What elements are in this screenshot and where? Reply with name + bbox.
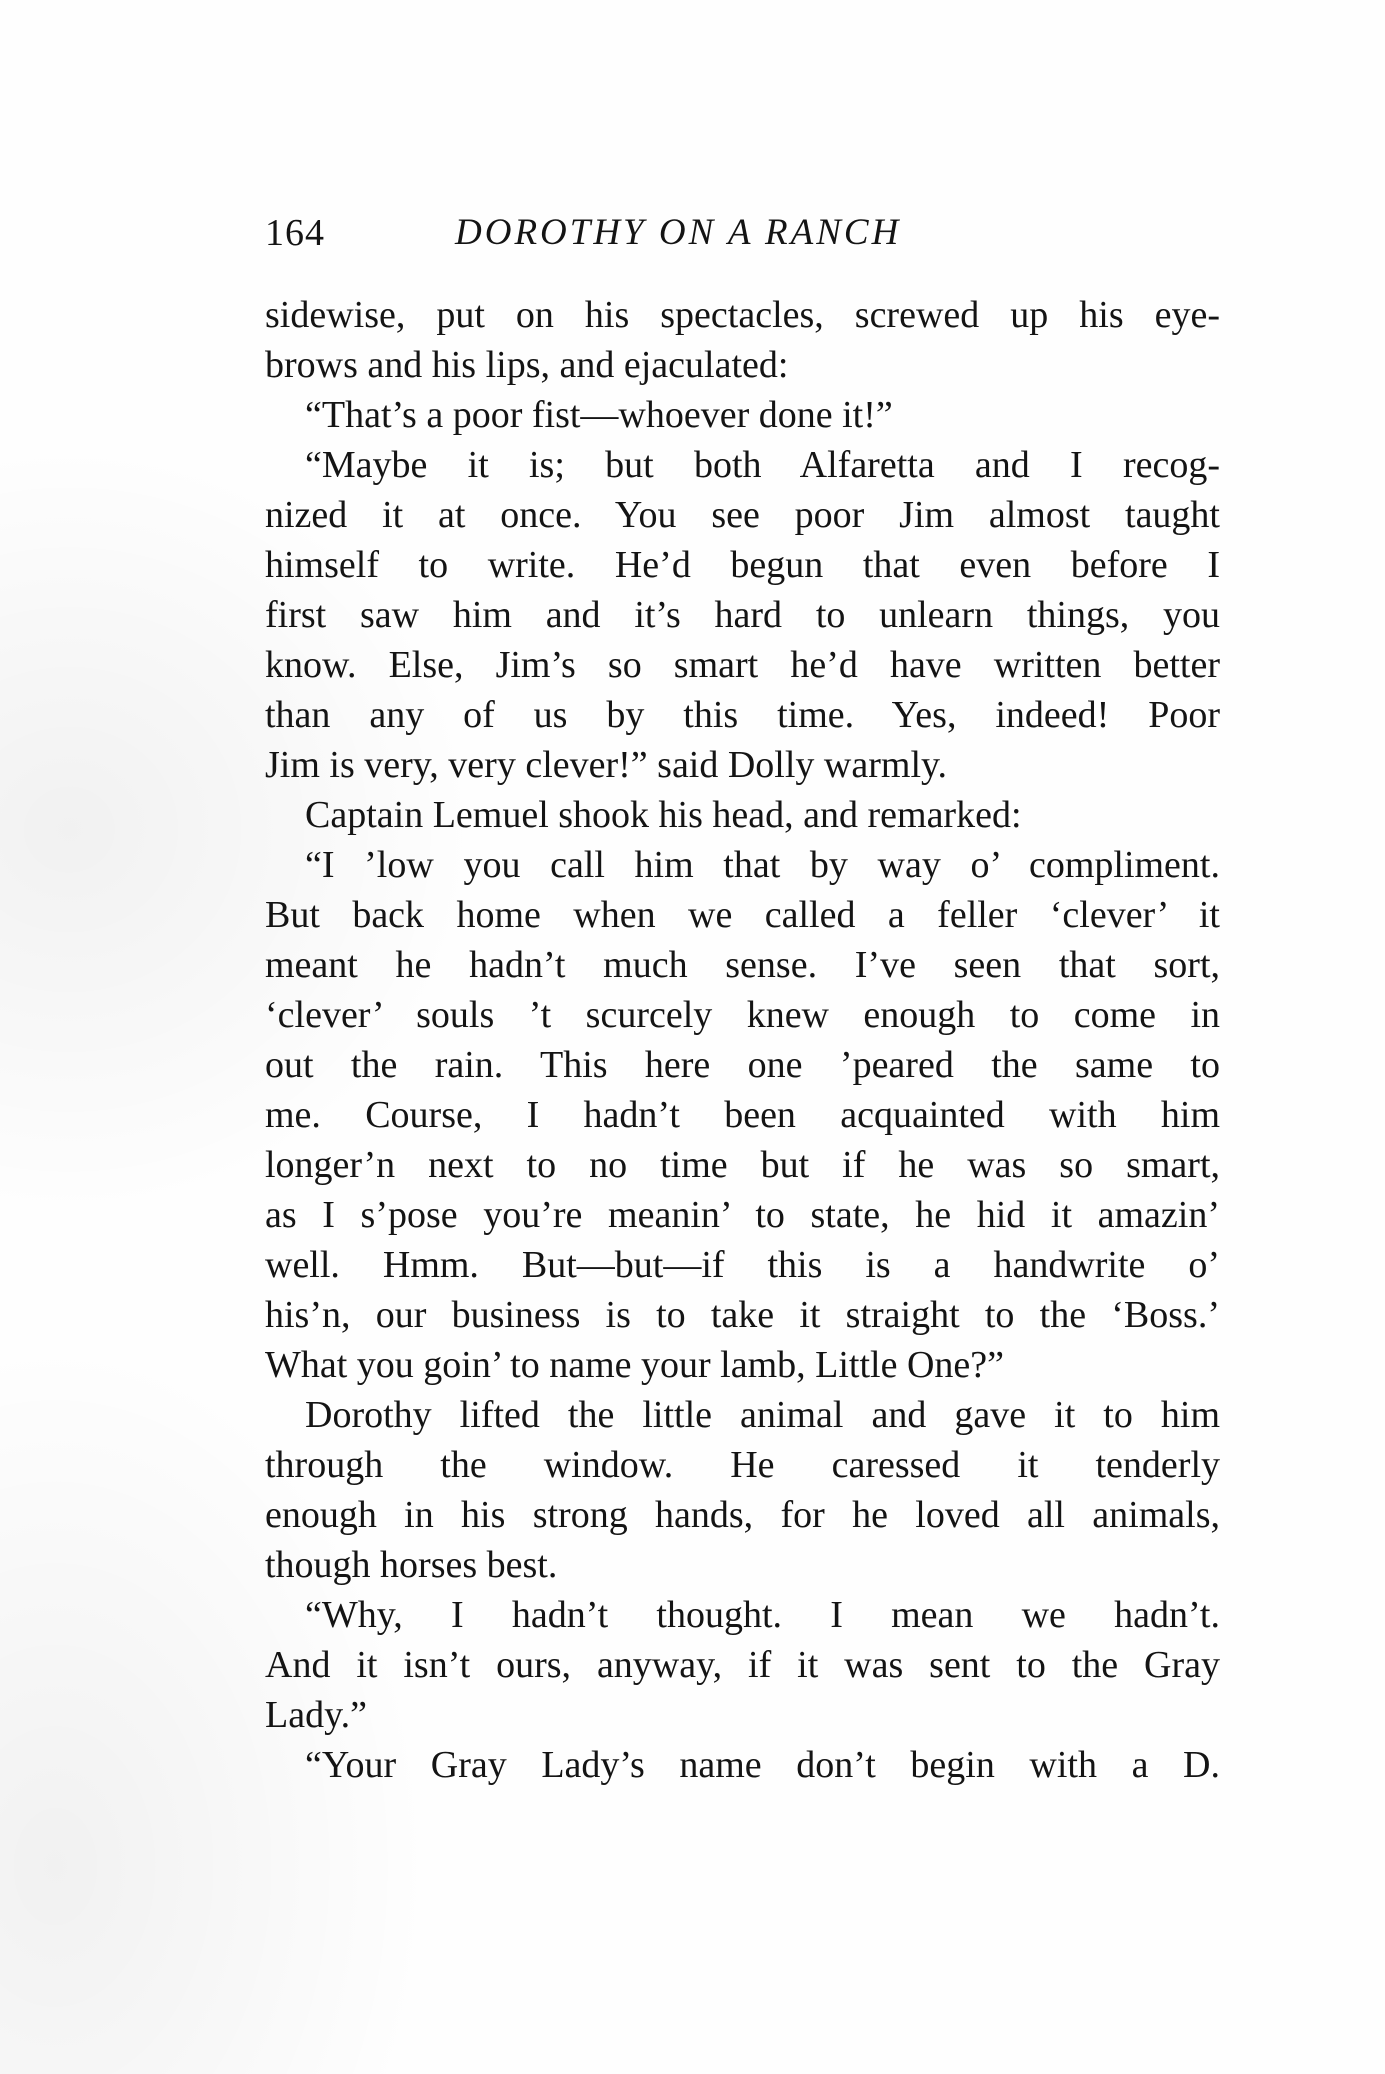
text-line: “I ’low you call him that by way o’ compliment. bbox=[305, 844, 1220, 886]
text-line: longer’n next to no time but if he was so smart, bbox=[265, 1144, 1220, 1186]
text-line: “Maybe it is; but both Alfaretta and I recog- bbox=[305, 444, 1220, 486]
text-line: “Your Gray Lady’s name don’t begin with a D. bbox=[305, 1744, 1220, 1786]
text-line: me. Course, I hadn’t been acquainted with him bbox=[265, 1094, 1220, 1136]
text-line: first saw him and it’s hard to unlearn things, you bbox=[265, 594, 1220, 636]
text-line: than any of us by this time. Yes, indeed! Poor bbox=[265, 694, 1220, 736]
text-line: nized it at once. You see poor Jim almost taught bbox=[265, 494, 1220, 536]
text-line: though horses best. bbox=[265, 1544, 558, 1586]
text-line: “Why, I hadn’t thought. I mean we hadn’t. bbox=[305, 1594, 1220, 1636]
text-line: And it isn’t ours, anyway, if it was sent to the Gray bbox=[265, 1644, 1220, 1686]
text-line: What you goin’ to name your lamb, Little One?” bbox=[265, 1344, 1005, 1386]
text-line: “That’s a poor fist—whoever done it!” bbox=[305, 394, 893, 436]
text-line: ‘clever’ souls ’t scurcely knew enough to come in bbox=[265, 994, 1220, 1036]
running-title: DOROTHY ON A RANCH bbox=[455, 212, 902, 253]
text-line: Captain Lemuel shook his head, and remarked: bbox=[305, 794, 1022, 836]
body-text bbox=[265, 290, 1220, 1790]
text-line: Dorothy lifted the little animal and gave it to him bbox=[305, 1394, 1220, 1436]
page-number: 164 bbox=[265, 212, 325, 254]
text-line: enough in his strong hands, for he loved all animals, bbox=[265, 1494, 1220, 1536]
page-header bbox=[265, 211, 1225, 267]
text-line: well. Hmm. But—but—if this is a handwrite o’ bbox=[265, 1244, 1220, 1286]
text-line: as I s’pose you’re meanin’ to state, he hid it amazin’ bbox=[265, 1194, 1220, 1236]
text-line: Jim is very, very clever!” said Dolly warmly. bbox=[265, 744, 948, 786]
text-line: But back home when we called a feller ‘clever’ it bbox=[265, 894, 1220, 936]
text-line: Lady.” bbox=[265, 1694, 367, 1736]
text-line: sidewise, put on his spectacles, screwed up his eye- bbox=[265, 294, 1220, 336]
text-line: know. Else, Jim’s so smart he’d have written better bbox=[265, 644, 1220, 686]
text-line: his’n, our business is to take it straight to the ‘Boss.’ bbox=[265, 1294, 1220, 1336]
text-line: meant he hadn’t much sense. I’ve seen that sort, bbox=[265, 944, 1220, 986]
text-line: out the rain. This here one ’peared the same to bbox=[265, 1044, 1220, 1086]
text-line: brows and his lips, and ejaculated: bbox=[265, 344, 789, 386]
text-line: himself to write. He’d begun that even before I bbox=[265, 544, 1220, 586]
text-line: through the window. He caressed it tenderly bbox=[265, 1444, 1220, 1486]
